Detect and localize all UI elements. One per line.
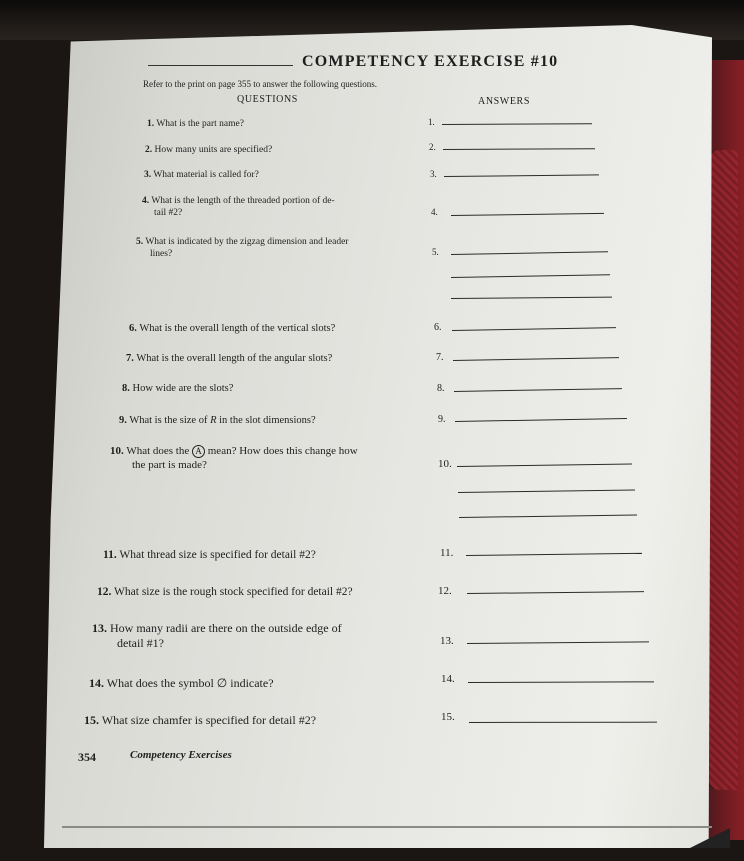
question-15: 15. What size chamfer is specified for detail #2? <box>84 713 317 727</box>
question-11: 11. What thread size is specified for detail #2? <box>103 549 316 561</box>
answer-label-2: 2. <box>429 142 436 152</box>
questions-header: QUESTIONS <box>237 94 298 105</box>
answer-label-4: 4. <box>431 207 438 217</box>
question-3: 3. What material is called for? <box>144 170 259 180</box>
answer-label-6: 6. <box>434 322 442 333</box>
answer-label-8: 8. <box>437 383 445 394</box>
answer-label-5: 5. <box>432 247 439 257</box>
page-number: 354 <box>78 750 96 764</box>
answer-label-13: 13. <box>440 635 454 647</box>
question-9: 9. What is the size of R in the slot dimensions? <box>119 415 316 426</box>
question-5: 5. What is indicated by the zigzag dimension and leader lines? <box>136 237 349 259</box>
question-1: 1. What is the part name? <box>147 119 244 129</box>
question-10: 10. What does the A mean? How does this change how the part is made? <box>110 445 358 471</box>
title-rule <box>148 65 293 66</box>
question-12: 12. What size is the rough stock specified for detail #2? <box>97 586 353 598</box>
answer-label-7: 7. <box>436 352 444 363</box>
question-6: 6. What is the overall length of the vertical slots? <box>129 323 336 334</box>
answer-label-11: 11. <box>440 547 454 559</box>
footer-section-title: Competency Exercises <box>130 749 232 761</box>
question-14: 14. What does the symbol ∅ indicate? <box>89 676 274 690</box>
paper-bottom-edge <box>62 826 712 828</box>
answer-label-15: 15. <box>441 711 455 723</box>
answer-label-14: 14. <box>441 673 455 685</box>
page-title: COMPETENCY EXERCISE #10 <box>302 53 559 70</box>
question-13: 13. How many radii are there on the outside edge of detail #1? <box>92 621 342 650</box>
question-2: 2. How many units are specified? <box>145 145 273 155</box>
question-8: 8. How wide are the slots? <box>122 383 234 394</box>
answer-label-12: 12. <box>438 585 452 597</box>
answer-label-10: 10. <box>438 458 452 470</box>
answer-label-1: 1. <box>428 117 435 127</box>
question-4: 4. What is the length of the threaded portion of de- tail #2? <box>142 196 335 218</box>
question-7: 7. What is the overall length of the angular slots? <box>126 353 333 364</box>
intro-text: Refer to the print on page 355 to answer the following questions. <box>143 79 377 89</box>
answer-label-9: 9. <box>438 414 446 425</box>
answers-header: ANSWERS <box>478 96 530 107</box>
answer-label-3: 3. <box>430 169 437 179</box>
circled-a-symbol: A <box>192 445 205 458</box>
